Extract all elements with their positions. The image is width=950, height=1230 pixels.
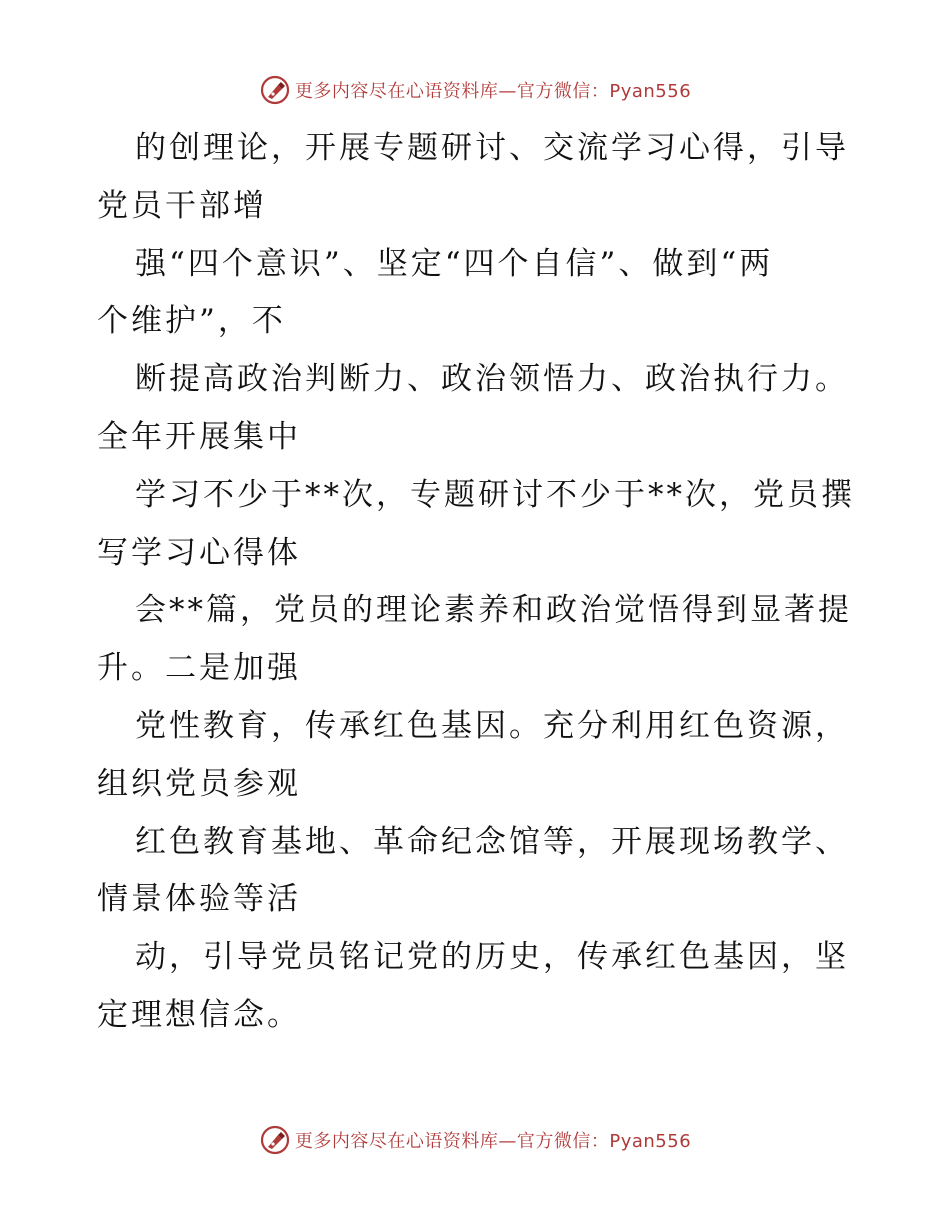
text-line: 红色教育基地、革命纪念馆等，开展现场教学、 — [135, 823, 849, 860]
text-line: 情景体验等活 — [97, 881, 301, 918]
text-line: 升。二是加强 — [97, 650, 301, 687]
pen-nib-seal-icon — [259, 74, 291, 106]
text-line: 全年开展集中 — [97, 418, 301, 455]
header-watermark-text: 更多内容尽在心语资料库—官方微信：Pyan556 — [294, 81, 692, 102]
pen-nib-seal-icon — [259, 1124, 291, 1156]
footer-watermark-text: 更多内容尽在心语资料库—官方微信：Pyan556 — [294, 1131, 692, 1152]
footer-watermark — [0, 1120, 950, 1160]
text-line: 党员干部增 — [97, 187, 267, 224]
text-line: 强“四个意识”、坚定“四个自信”、做到“两 — [135, 245, 774, 282]
text-line: 的创理论，开展专题研讨、交流学习心得，引导 — [135, 130, 849, 166]
text-line: 组织党员参观 — [97, 765, 301, 802]
text-line: 学习不少于**次，专题研讨不少于**次，党员撰 — [135, 476, 855, 513]
text-line: 断提高政治判断力、政治领悟力、政治执行力。 — [135, 361, 849, 398]
text-line: 动，引导党员铭记党的历史，传承红色基因，坚 — [135, 939, 849, 976]
text-line: 党性教育，传承红色基因。充分利用红色资源， — [135, 707, 849, 744]
text-line: 写学习心得体 — [97, 534, 301, 571]
document-body — [97, 120, 857, 1045]
text-line: 定理想信念。 — [97, 996, 301, 1033]
header-watermark — [0, 70, 950, 110]
text-line: 个维护”，不 — [97, 303, 286, 340]
text-line: 会**篇，党员的理论素养和政治觉悟得到显著提 — [135, 592, 852, 629]
